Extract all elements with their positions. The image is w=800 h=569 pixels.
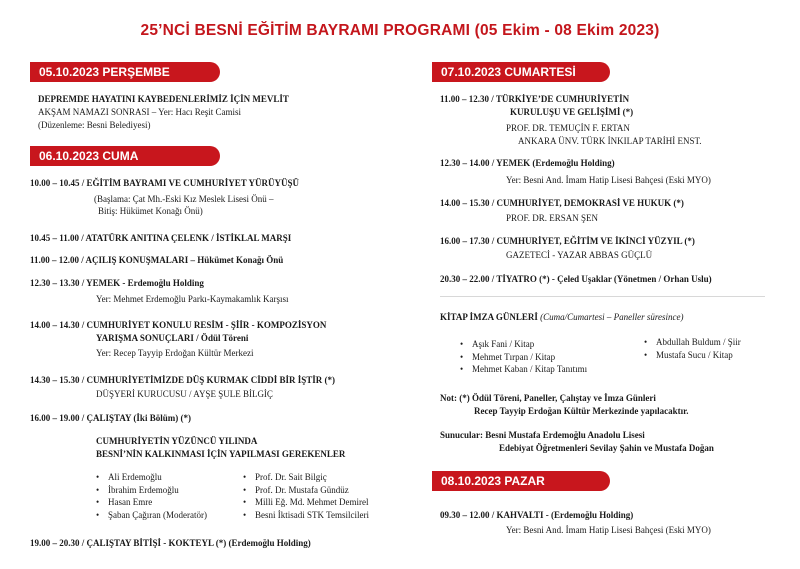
event-republic-history: 11.00 – 12.30 / TÜRKİYE’DE CUMHURİYETİN: [440, 94, 630, 104]
event-dream-talk: 14.30 – 15.30 / CUMHURİYETİMİZDE DÜŞ KURMAK CİDDİ BİR İŞTİR (*): [30, 375, 336, 385]
divider: [440, 296, 765, 297]
day-header-sunday: 08.10.2023 PAZAR: [432, 471, 610, 491]
event-wreath: 10.45 – 11.00 / ATATÜRK ANITINA ÇELENK / İSTİKLAL MARŞI: [30, 233, 292, 243]
event-competition: 14.00 – 14.30 / CUMHURİYET KONULU RESİM - ŞİİR - KOMPOZİSYON: [30, 320, 327, 330]
event-republic-history-2: KURULUŞU VE GELİŞİMİ (*): [510, 107, 634, 117]
workshop-participants-col2: [243, 471, 369, 521]
list-item: • Aşık Fani / Kitap: [460, 338, 587, 351]
speaker-guclu: GAZETECİ - YAZAR ABBAS GÜÇLÜ: [506, 250, 653, 260]
list-item: • Milli Eğ. Md. Mehmet Demirel: [243, 496, 369, 509]
list-item: • Mehmet Tırpan / Kitap: [460, 351, 587, 364]
list-item: • Ali Erdemoğlu: [96, 471, 207, 484]
mevlit-title: DEPREMDE HAYATINI KAYBEDENLERİMİZ İÇİN MEVLİT: [38, 94, 289, 104]
event-workshop: 16.00 – 19.00 / ÇALIŞTAY (İki Bölüm) (*): [30, 413, 191, 423]
event-theatre: 20.30 – 22.00 / TİYATRO (*) - Çeled Uşaklar (Yönetmen / Orhan Uslu): [440, 274, 712, 284]
hosts-line-2: Edebiyat Öğretmenleri Sevilay Şahin ve Mustafa Doğan: [499, 443, 714, 453]
list-item: • Şaban Çağıran (Moderatör): [96, 509, 207, 522]
mevlit-location: AKŞAM NAMAZI SONRASI – Yer: Hacı Reşit Camisi: [38, 107, 242, 117]
book-signing-label: KİTAP İMZA GÜNLERİ: [440, 312, 541, 322]
book-authors-col1: [460, 338, 587, 376]
event-parade-start: (Başlama: Çat Mh.-Eski Kız Meslek Lisesi Önü –: [94, 194, 274, 204]
hosts-line-1: Sunucular: Besni Mustafa Erdemoğlu Anadolu Lisesi: [440, 430, 645, 440]
event-breakfast: 09.30 – 12.00 / KAHVALTI - (Erdemoğlu Holding): [440, 510, 634, 520]
list-item: • İbrahim Erdemoğlu: [96, 484, 207, 497]
day-header-thursday: 05.10.2023 PERŞEMBE: [30, 62, 220, 82]
speaker-sen: PROF. DR. ERSAN ŞEN: [506, 213, 599, 223]
list-item: • Mehmet Kaban / Kitap Tanıtımı: [460, 363, 587, 376]
speaker-ertan-institution: ANKARA ÜNV. TÜRK İNKILAP TARİHİ ENST.: [518, 136, 702, 146]
event-cocktail: 19.00 – 20.30 / ÇALIŞTAY BİTİŞİ - KOKTEYL (*) (Erdemoğlu Holding): [30, 538, 311, 548]
event-lunch-saturday-location: Yer: Besni And. İmam Hatip Lisesi Bahçesi (Eski MYO): [506, 175, 711, 185]
event-democracy-law: 14.00 – 15.30 / CUMHURİYET, DEMOKRASİ VE HUKUK (*): [440, 198, 684, 208]
book-signing-title: [440, 312, 684, 323]
list-item: • Prof. Dr. Mustafa Gündüz: [243, 484, 369, 497]
book-signing-note: (Cuma/Cumartesi – Paneller süresince): [540, 312, 684, 322]
list-item: • Abdullah Buldum / Şiir: [644, 336, 741, 349]
event-lunch-friday-location: Yer: Mehmet Erdemoğlu Parkı-Kaymakamlık Karşısı: [96, 294, 289, 304]
page-title: 25’NCİ BESNİ EĞİTİM BAYRAMI PROGRAMI (05 Ekim - 08 Ekim 2023): [140, 22, 660, 39]
event-dream-speaker: DÜŞYERİ KURUCUSU / AYŞE ŞULE BİLGİÇ: [96, 389, 273, 399]
day-header-saturday: 07.10.2023 CUMARTESİ: [432, 62, 610, 82]
speaker-ertan: PROF. DR. TEMUÇİN F. ERTAN: [506, 123, 630, 133]
event-lunch-saturday: 12.30 – 14.00 / YEMEK (Erdemoğlu Holding): [440, 158, 615, 168]
event-parade-end: Bitiş: Hükümet Konağı Önü): [98, 206, 203, 216]
event-parade: 10.00 – 10.45 / EĞİTİM BAYRAMI VE CUMHURİYET YÜRÜYÜŞÜ: [30, 178, 300, 188]
list-item: • Hasan Emre: [96, 496, 207, 509]
workshop-heading-2: BESNİ’NİN KALKINMASI İÇİN YAPILMASI GEREKENLER: [96, 449, 346, 459]
event-lunch-friday: 12.30 – 13.30 / YEMEK - Erdemoğlu Holding: [30, 278, 204, 288]
book-authors-col2: [644, 336, 741, 361]
day-header-friday: 06.10.2023 CUMA: [30, 146, 220, 166]
workshop-heading-1: CUMHURİYETİN YÜZÜNCÜ YILINDA: [96, 436, 258, 446]
event-competition-location: Yer: Recep Tayyip Erdoğan Kültür Merkezi: [96, 348, 254, 358]
list-item: • Mustafa Sucu / Kitap: [644, 349, 741, 362]
note-line-1: Not: (*) Ödül Töreni, Paneller, Çalıştay ve İmza Günleri: [440, 393, 656, 403]
event-education: 16.00 – 17.30 / CUMHURİYET, EĞİTİM VE İKİNCİ YÜZYIL (*): [440, 236, 695, 246]
event-breakfast-location: Yer: Besni And. İmam Hatip Lisesi Bahçesi (Eski MYO): [506, 525, 711, 535]
list-item: • Prof. Dr. Sait Bilgiç: [243, 471, 369, 484]
list-item: • Besni İktisadi STK Temsilcileri: [243, 509, 369, 522]
event-competition-results: YARIŞMA SONUÇLARI / Ödül Töreni: [96, 333, 249, 343]
workshop-participants-col1: [96, 471, 207, 521]
event-opening: 11.00 – 12.00 / AÇILIŞ KONUŞMALARI – Hükümet Konağı Önü: [30, 255, 284, 265]
mevlit-organizer: (Düzenleme: Besni Belediyesi): [38, 120, 151, 130]
note-line-2: Recep Tayyip Erdoğan Kültür Merkezinde yapılacaktır.: [474, 406, 689, 416]
